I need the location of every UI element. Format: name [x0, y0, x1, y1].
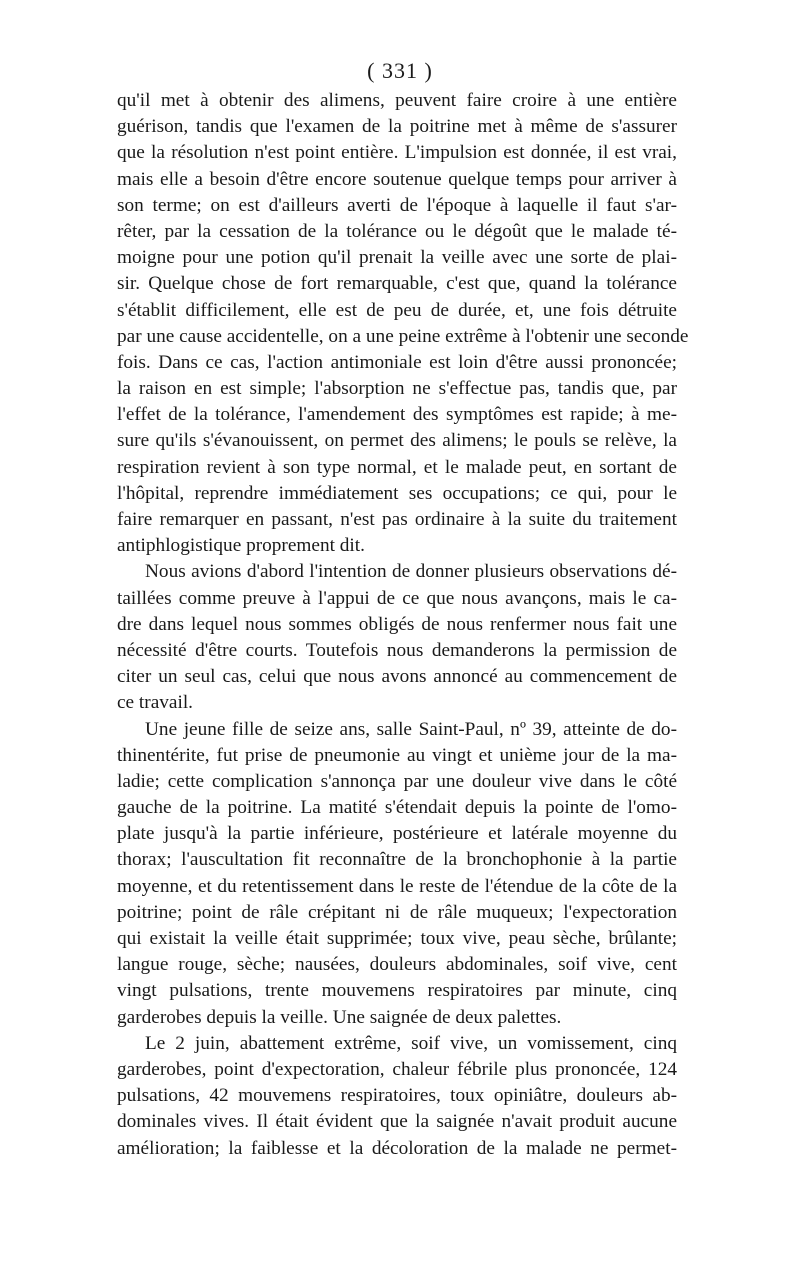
text-line: son terme; on est d'ailleurs averti de l'époque à laquelle il faut s'ar- [117, 194, 677, 216]
text-line: s'établit difficilement, elle est de peu de durée, et, une fois détruite [117, 299, 677, 321]
text-line: poitrine; point de râle crépitant ni de râle muqueux; l'expectoration [117, 901, 677, 923]
text-line: respiration revient à son type normal, et le malade peut, en sortant de [117, 456, 677, 478]
text-line: Nous avions d'abord l'intention de donner plusieurs observations dé- [145, 561, 677, 583]
text-line: sir. Quelque chose de fort remarquable, c'est que, quand la tolérance [117, 273, 677, 295]
text-line: la raison en est simple; l'absorption ne s'effectue pas, tandis que, par [117, 378, 677, 400]
text-line: fois. Dans ce cas, l'action antimoniale est loin d'être aussi prononcée; [117, 351, 677, 373]
text-line: mais elle a besoin d'être encore soutenue quelque temps pour arriver à [117, 168, 677, 190]
text-line: sure qu'ils s'évanouissent, on permet des alimens; le pouls se relève, la [117, 430, 677, 452]
text-line: Une jeune fille de seize ans, salle Saint-Paul, nº 39, atteinte de do- [145, 718, 677, 740]
text-line: dre dans lequel nous sommes obligés de nous renfermer nous fait une [117, 613, 677, 635]
body-text [117, 88, 689, 1162]
text-line: par une cause accidentelle, on a une peine extrême à l'obtenir une seconde [117, 325, 689, 347]
text-line: rêter, par la cessation de la tolérance ou le dégoût que le malade té- [117, 220, 677, 242]
text-line: ladie; cette complication s'annonça par une douleur vive dans le côté [117, 770, 677, 792]
text-line: dominales vives. Il était évident que la saignée n'avait produit aucune [117, 1111, 677, 1133]
text-line: plate jusqu'à la partie inférieure, postérieure et latérale moyenne du [117, 823, 677, 845]
text-line: faire remarquer en passant, n'est pas ordinaire à la suite du traitement [117, 509, 677, 530]
text-line: moyenne, et du retentissement dans le reste de l'étendue de la côte de la [117, 875, 677, 897]
text-line: citer un seul cas, celui que nous avons annoncé au commencement de [117, 666, 677, 688]
text-line: ce travail. [117, 692, 194, 714]
text-line: l'hôpital, reprendre immédiatement ses occupations; ce qui, pour le [117, 482, 677, 504]
text-line: gauche de la poitrine. La matité s'étendait depuis la pointe de l'omo- [117, 797, 677, 819]
text-line: garderobes depuis la veille. Une saignée de deux palettes. [117, 1006, 562, 1028]
text-line: pulsations, 42 mouvemens respiratoires, toux opiniâtre, douleurs ab- [117, 1085, 677, 1107]
text-line: garderobes, point d'expectoration, chaleur fébrile plus prononcée, 124 [117, 1058, 677, 1080]
text-line: l'effet de la tolérance, l'amendement des symptômes est rapide; à me- [117, 404, 677, 426]
text-line: moigne pour une potion qu'il prenait la veille avec une sorte de plai- [117, 247, 677, 269]
text-line: amélioration; la faiblesse et la décoloration de la malade ne permet- [117, 1137, 677, 1159]
text-line: antiphlogistique proprement dit. [117, 535, 365, 557]
text-line: thinentérite, fut prise de pneumonie au vingt et unième jour de la ma- [117, 744, 677, 766]
text-line: qui existait la veille était supprimée; toux vive, peau sèche, brûlante; [117, 928, 677, 949]
text-line: guérison, tandis que l'examen de la poitrine met à même de s'assurer [117, 116, 677, 138]
text-line: thorax; l'auscultation fit reconnaître de la bronchophonie à la partie [117, 849, 677, 871]
text-line: taillées comme preuve à l'appui de ce que nous avançons, mais le ca- [117, 587, 677, 609]
text-line: nécessité d'être courts. Toutefois nous demanderons la permission de [117, 639, 677, 661]
text-line: Le 2 juin, abattement extrême, soif vive, un vomissement, cinq [145, 1032, 677, 1054]
page-number: ( 331 ) [367, 58, 433, 83]
text-line: qu'il met à obtenir des alimens, peuvent faire croire à une entière [117, 90, 677, 111]
text-line: langue rouge, sèche; nausées, douleurs abdominales, soif vive, cent [117, 954, 677, 976]
text-line: vingt pulsations, trente mouvemens respiratoires par minute, cinq [117, 980, 677, 1002]
text-line: que la résolution n'est point entière. L'impulsion est donnée, il est vrai, [117, 142, 677, 164]
